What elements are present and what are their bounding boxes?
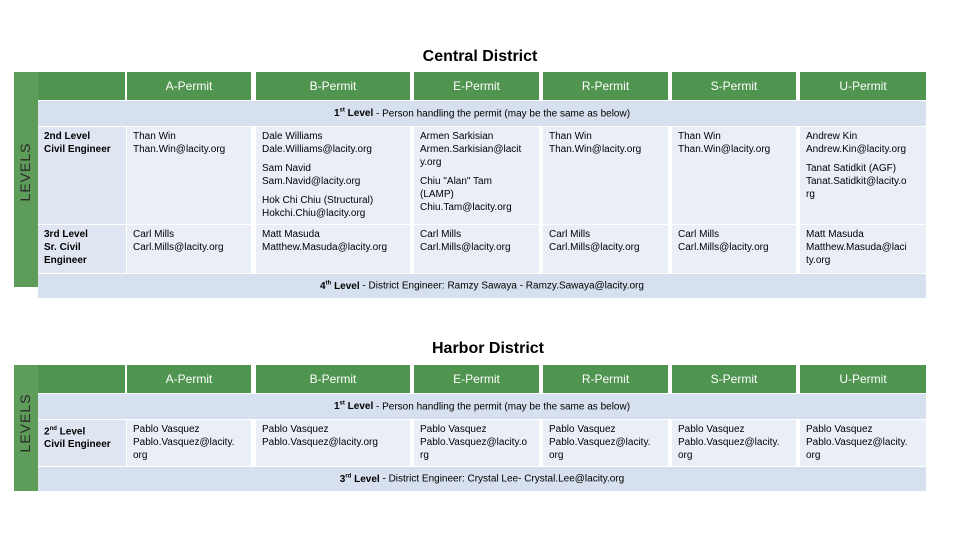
level-line: Sr. Civil	[44, 242, 81, 253]
contact-email: Armen.Sarkisian@lacit	[420, 144, 522, 155]
contact-email: Dale.Williams@lacity.org	[262, 144, 372, 155]
contact-name: Than Win	[549, 131, 592, 142]
harbor-band-level3	[38, 467, 926, 491]
contact-name: Matt Masuda	[262, 229, 320, 240]
contact-entry	[262, 130, 404, 156]
contact-email: Than.Win@lacity.org	[678, 144, 771, 155]
central-level-cell-2	[38, 127, 126, 224]
harbor-header-a-permit: A-Permit	[127, 365, 251, 393]
harbor-band-level3-lead: Level	[354, 473, 380, 485]
contact-email: Than.Win@lacity.org	[549, 144, 642, 155]
harbor-header-r-permit: R-Permit	[543, 365, 668, 393]
harbor-levels-label: LEVELS	[17, 393, 33, 453]
central-band-level1-ord: 1	[333, 108, 340, 120]
central-band-level1-sup: st	[339, 107, 345, 114]
contact-entry	[262, 228, 404, 254]
contact-email: Pablo.Vasquez@lacity.	[133, 437, 235, 448]
central-permit-cell	[543, 127, 668, 224]
harbor-permit-cell	[127, 420, 251, 466]
level-line: Civil Engineer	[44, 144, 111, 155]
contact-email: Carl.Mills@lacity.org	[549, 242, 640, 253]
harbor-band-level3-level	[340, 474, 380, 485]
harbor-header-s-permit: S-Permit	[672, 365, 796, 393]
harbor-header-b-permit: B-Permit	[256, 365, 410, 393]
level-ord: 2	[44, 426, 50, 438]
harbor-permit-cell	[414, 420, 539, 466]
contact-name: Carl Mills	[133, 229, 175, 240]
contact-entry	[420, 175, 533, 214]
contact-name: Pablo Vasquez	[806, 424, 873, 435]
central-band-level1-level	[334, 108, 373, 119]
harbor-permit-cell	[800, 420, 926, 466]
contact-email: Matthew.Masuda@laci	[806, 242, 907, 253]
level-line: Engineer	[44, 255, 87, 266]
level-line: Civil Engineer	[44, 439, 111, 451]
harbor-band-level1-sup: st	[339, 400, 345, 407]
harbor-district-title: Harbor District	[431, 340, 545, 357]
level-word: Level	[56, 426, 86, 438]
contact-entry	[420, 130, 533, 169]
central-band-level4-text	[320, 280, 644, 291]
central-permit-cell	[543, 225, 668, 273]
harbor-band-level1	[38, 394, 926, 419]
harbor-band-level3-text	[340, 473, 624, 484]
level-line	[44, 423, 120, 438]
central-level-cell-3	[38, 225, 126, 273]
contact-name: Tanat Satidkit (AGF)	[806, 163, 897, 174]
central-band-level1-lead: Level	[347, 108, 374, 120]
harbor-band-level1-ord: 1	[333, 401, 340, 413]
central-header-r-permit: R-Permit	[543, 72, 668, 100]
harbor-band-level3-sup: rd	[345, 473, 352, 480]
central-band-level1	[38, 101, 926, 126]
contact-email: Pablo.Vasquez@lacity.o	[420, 437, 528, 448]
contact-name: Pablo Vasquez	[420, 424, 487, 435]
contact-entry	[806, 130, 920, 156]
level-sup: nd	[49, 426, 57, 432]
contact-entry	[678, 130, 790, 156]
harbor-permit-cell	[256, 420, 410, 466]
central-header-corner	[38, 72, 125, 100]
contact-email: Carl.Mills@lacity.org	[678, 242, 769, 253]
central-band-level1-text	[334, 108, 630, 119]
contact-email: Chiu.Tam@lacity.org	[420, 202, 512, 213]
central-permit-cell	[256, 225, 410, 273]
central-band-level4-lead: Level	[334, 280, 360, 292]
central-permit-cell	[800, 127, 926, 224]
contact-email: Andrew.Kin@lacity.org	[806, 144, 907, 155]
contact-email: Hokchi.Chiu@lacity.org	[262, 208, 366, 219]
central-band-level4-level	[320, 281, 360, 292]
contact-name: Dale Williams	[262, 131, 323, 142]
harbor-band-level1-lead: Level	[347, 401, 374, 413]
contact-name: Carl Mills	[549, 229, 591, 240]
harbor-band-level3-ord: 3	[339, 473, 346, 485]
contact-email: rg	[420, 450, 429, 461]
contact-email: Tanat.Satidkit@lacity.o	[806, 176, 907, 187]
contact-email: ty.org	[806, 255, 831, 266]
harbor-header-corner	[38, 365, 125, 393]
contact-email: org	[678, 450, 693, 461]
central-levels-label: LEVELS	[17, 142, 33, 202]
central-band-level4	[38, 274, 926, 298]
contact-name: Matt Masuda	[806, 229, 864, 240]
central-permit-cell	[414, 127, 539, 224]
central-band-level4-rest: - District Engineer: Ramzy Sawaya - Ramzy.Sawaya@lacity.org	[359, 280, 644, 292]
contact-entry	[262, 194, 404, 220]
contact-entry	[678, 228, 790, 254]
contact-email: Pablo.Vasquez@lacity.	[549, 437, 651, 448]
contact-email: Pablo.Vasquez@lacity.	[806, 437, 908, 448]
contact-name: Hok Chi Chiu (Structural)	[262, 195, 374, 206]
contact-name: Armen Sarkisian	[420, 131, 494, 142]
central-permit-cell	[672, 127, 796, 224]
central-permit-cell	[256, 127, 410, 224]
harbor-band-level1-rest: - Person handling the permit (may be the same as below)	[373, 401, 631, 413]
level-line: 3rd Level	[44, 229, 88, 240]
contact-email: Carl.Mills@lacity.org	[420, 242, 511, 253]
contact-email: rg	[806, 189, 815, 200]
central-header-e-permit: E-Permit	[414, 72, 539, 100]
harbor-permit-cell	[672, 420, 796, 466]
contact-entry	[262, 162, 404, 188]
harbor-band-level3-rest: - District Engineer: Crystal Lee- Crystal.Lee@lacity.org	[379, 473, 625, 485]
contact-name: Carl Mills	[678, 229, 720, 240]
contact-email: (LAMP)	[420, 189, 454, 200]
central-permit-cell	[672, 225, 796, 273]
contact-name: Chiu "Alan" Tam	[420, 176, 492, 187]
contact-email: Carl.Mills@lacity.org	[133, 242, 224, 253]
contact-email: y.org	[420, 157, 442, 168]
central-band-level1-rest: - Person handling the permit (may be the same as below)	[373, 108, 631, 120]
level-line: 2nd Level	[44, 131, 91, 142]
central-header-s-permit: S-Permit	[672, 72, 796, 100]
contact-name: Than Win	[678, 131, 721, 142]
contact-email: org	[133, 450, 148, 461]
contact-email: Sam.Navid@lacity.org	[262, 176, 361, 187]
central-header-u-permit: U-Permit	[800, 72, 926, 100]
contact-name: Pablo Vasquez	[549, 424, 616, 435]
central-permit-cell	[127, 225, 251, 273]
contact-email: org	[806, 450, 821, 461]
contact-name: Pablo Vasquez	[262, 424, 329, 435]
harbor-header-e-permit: E-Permit	[414, 365, 539, 393]
harbor-header-u-permit: U-Permit	[800, 365, 926, 393]
contact-name: Than Win	[133, 131, 176, 142]
central-permit-cell	[127, 127, 251, 224]
harbor-level-cell-2	[38, 420, 126, 466]
contact-email: org	[549, 450, 564, 461]
contact-entry	[420, 228, 533, 254]
harbor-band-level1-level	[334, 401, 373, 412]
contact-email: Matthew.Masuda@lacity.org	[262, 242, 388, 253]
central-band-level4-ord: 4	[320, 280, 326, 292]
contact-email: Pablo.Vasquez@lacity.	[678, 437, 780, 448]
harbor-permit-cell	[543, 420, 668, 466]
contact-entry	[133, 130, 245, 156]
contact-name: Andrew Kin	[806, 131, 858, 142]
contact-name: Sam Navid	[262, 163, 311, 174]
contact-name: Carl Mills	[420, 229, 462, 240]
contact-email: Than.Win@lacity.org	[133, 144, 226, 155]
contact-entry	[806, 162, 920, 201]
central-permit-cell	[800, 225, 926, 273]
contact-entry	[133, 228, 245, 254]
central-band-level4-sup: th	[325, 280, 332, 287]
harbor-band-level1-text	[334, 401, 630, 412]
contact-name: Pablo Vasquez	[133, 424, 200, 435]
central-header-a-permit: A-Permit	[127, 72, 251, 100]
central-district-title: Central District	[422, 48, 538, 65]
contact-entry	[549, 228, 662, 254]
contact-name: Pablo Vasquez	[678, 424, 745, 435]
contact-entry	[549, 130, 662, 156]
central-header-b-permit: B-Permit	[256, 72, 410, 100]
contact-entry	[806, 228, 920, 267]
contact-email: Pablo.Vasquez@lacity.org	[262, 437, 378, 448]
central-permit-cell	[414, 225, 539, 273]
